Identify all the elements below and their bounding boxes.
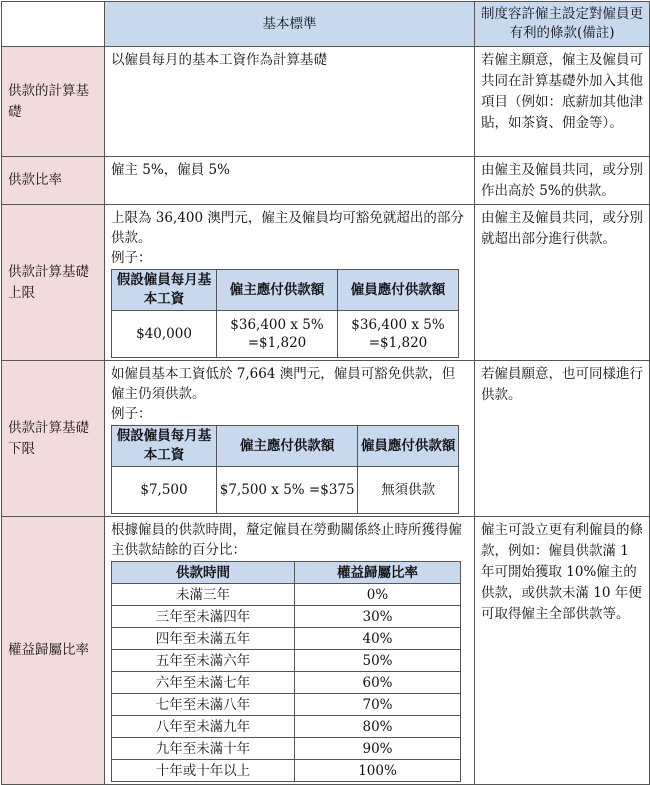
vesting-note: 僱主可設立更有利僱員的條款，例如：僱員供款滿 1 年可開始獲取 10%僱主的供款，或供款未滿 10 年便可取得僱主全部供款等。 [475,517,650,785]
vesting-ratio: 40% [295,628,461,650]
vesting-row [112,672,461,694]
lower-example-label: 例子： [111,406,152,422]
lower-cell-salary: $7,500 [112,467,217,514]
lower-head-employer: 僱主應付供款額 [217,426,358,467]
upper-head-employer: 僱主應付供款額 [217,270,338,311]
vesting-period: 五年至未滿六年 [112,650,295,672]
row-basis [2,47,650,157]
vesting-ratio: 80% [295,716,461,738]
vesting-period: 未滿三年 [112,584,295,606]
lower-head-employee: 僱員應付供款額 [358,426,459,467]
vesting-row [112,628,461,650]
row-lower [2,361,650,517]
vesting-row [112,584,461,606]
rate-content: 僱主 5%，僱員 5% [105,157,475,205]
upper-note: 由僱主及僱員共同，或分別就超出部分進行供款。 [475,205,650,361]
upper-cell-employer: $36,400 x 5% =$1,820 [217,311,338,358]
vesting-content: 根據僱員的供款時間，釐定僱員在勞動關係終止時所獲得僱主供款結餘的百分比： [111,522,462,558]
vesting-head-period: 供款時間 [112,562,295,584]
lower-example-header [112,426,459,467]
vesting-ratio: 0% [295,584,461,606]
vesting-ratio: 60% [295,672,461,694]
provident-fund-table [1,1,650,785]
vesting-period: 九年至未滿十年 [112,738,295,760]
rate-note: 由僱主及僱員共同，或分別作出高於 5%的供款。 [475,157,650,205]
vesting-ratio: 50% [295,650,461,672]
header-row [2,2,650,47]
vesting-table [111,561,461,782]
row-label-basis: 供款的計算基礎 [2,47,105,157]
upper-content-cell [105,205,475,361]
header-basic-standard: 基本標準 [105,2,475,47]
upper-example-table [111,269,459,358]
row-label-upper: 供款計算基礎上限 [2,205,105,361]
row-label-rate: 供款比率 [2,157,105,205]
header-blank-cell [2,2,105,47]
header-favourable-terms: 制度容許僱主設定對僱員更有利的條款(備註) [475,2,650,47]
upper-example-row [112,311,459,358]
row-vesting [2,517,650,785]
vesting-period: 七年至未滿八年 [112,694,295,716]
basis-content: 以僱員每月的基本工資作為計算基礎 [105,47,475,157]
vesting-row [112,738,461,760]
lower-cell-employer: $7,500 x 5% =$375 [217,467,358,514]
upper-cell-employee: $36,400 x 5% =$1,820 [338,311,459,358]
lower-head-salary: 假設僱員每月基本工資 [112,426,217,467]
upper-head-employee: 僱員應付供款額 [338,270,459,311]
vesting-ratio: 90% [295,738,461,760]
vesting-row [112,606,461,628]
vesting-head-ratio: 權益歸屬比率 [295,562,461,584]
lower-example-row [112,467,459,514]
upper-content: 上限為 36,400 澳門元，僱主及僱員均可豁免就超出的部分供款。 [111,210,464,246]
vesting-ratio: 100% [295,760,461,782]
vesting-ratio: 70% [295,694,461,716]
vesting-row [112,694,461,716]
vesting-period: 六年至未滿七年 [112,672,295,694]
vesting-row [112,760,461,782]
upper-example-header [112,270,459,311]
vesting-table-header [112,562,461,584]
vesting-period: 三年至未滿四年 [112,606,295,628]
vesting-row [112,650,461,672]
lower-content-cell [105,361,475,517]
lower-note: 若僱員願意，也可同樣進行供款。 [475,361,650,517]
vesting-period: 八年至未滿九年 [112,716,295,738]
upper-example-label: 例子： [111,250,152,266]
vesting-ratio: 30% [295,606,461,628]
row-label-vesting: 權益歸屬比率 [2,517,105,785]
lower-cell-employee: 無須供款 [358,467,459,514]
row-label-lower: 供款計算基礎下限 [2,361,105,517]
row-rate [2,157,650,205]
vesting-content-cell [105,517,475,785]
lower-example-table [111,425,459,514]
basis-note: 若僱主願意，僱主及僱員可共同在計算基礎外加入其他項目（例如：底薪加其他津貼，如茶資、佣金等）。 [475,47,650,157]
upper-head-salary: 假設僱員每月基本工資 [112,270,217,311]
lower-content: 如僱員基本工資低於 7,664 澳門元，僱員可豁免供款，但僱主仍須供款。 [111,366,456,402]
vesting-period: 十年或十年以上 [112,760,295,782]
vesting-period: 四年至未滿五年 [112,628,295,650]
vesting-row [112,716,461,738]
row-upper [2,205,650,361]
upper-cell-salary: $40,000 [112,311,217,358]
